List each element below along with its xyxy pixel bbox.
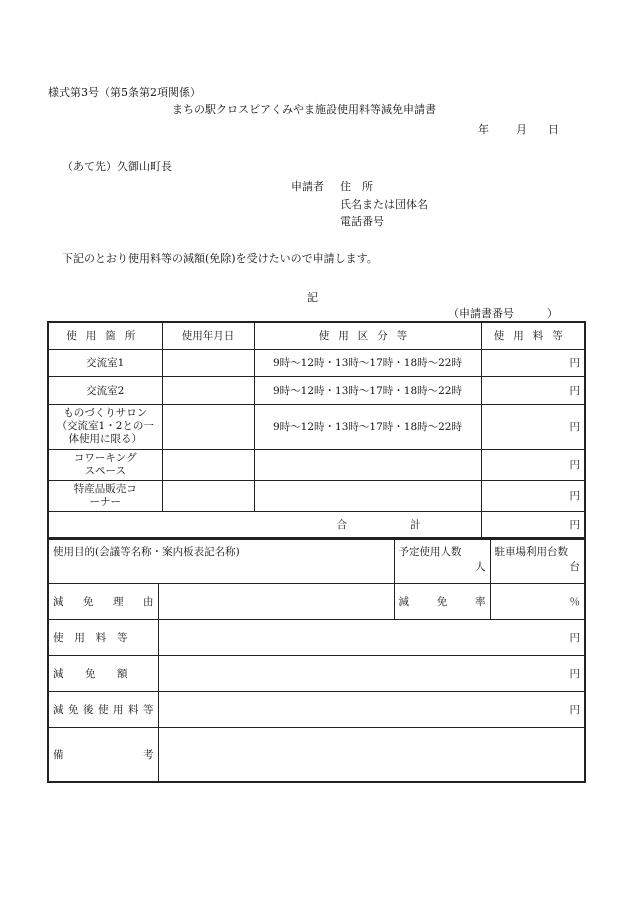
- fee-input-cell[interactable]: 円: [158, 619, 585, 655]
- fee-cell[interactable]: 円: [481, 404, 585, 449]
- header-fee: 使用料等: [481, 322, 585, 349]
- facility-name: 交流室2: [48, 376, 162, 404]
- header-date: 使用年月日: [162, 322, 254, 349]
- expected-people-label: 予定使用人数: [398, 546, 462, 558]
- time-slots[interactable]: 9時～12時・13時～17時・18時～22時: [254, 349, 481, 376]
- addressee: （あて先）久御山町長: [62, 160, 172, 173]
- parking-cell[interactable]: [490, 539, 585, 583]
- time-slots[interactable]: [254, 449, 481, 480]
- rate-input-cell[interactable]: ％: [490, 583, 585, 619]
- facility-name: ものづくりサロン（交流室1・2との一体使用に限る）: [48, 404, 162, 449]
- fee-cell[interactable]: 円: [481, 349, 585, 376]
- parking-label: 駐車場利用台数: [494, 546, 569, 558]
- table-row: [48, 349, 585, 376]
- form-number: 様式第3号（第5条第2項関係）: [48, 86, 201, 99]
- expected-people-cell[interactable]: [394, 539, 490, 583]
- table-row: [48, 449, 585, 480]
- reduction-table: [47, 538, 586, 783]
- applicant-name: 氏名または団体名: [340, 198, 428, 211]
- total-row: [48, 511, 585, 538]
- header-facility: 使用箇所: [48, 322, 162, 349]
- fee-label: 使用料等: [48, 619, 158, 655]
- rate-label: 減免率: [394, 583, 490, 619]
- intro-text: 下記のとおり使用料等の減額(免除)を受けたいので申請します。: [62, 252, 378, 265]
- application-number: （申請書番号 ）: [448, 307, 558, 320]
- after-label: 減免後使用料等: [48, 691, 158, 727]
- header-time-slot: 使用区分等: [254, 322, 481, 349]
- applicant-label: 申請者: [291, 180, 324, 193]
- usage-header-row: [48, 322, 585, 349]
- parking-unit: 台: [569, 561, 581, 573]
- time-slots[interactable]: [254, 480, 481, 511]
- applicant-phone: 電話番号: [340, 215, 384, 228]
- table-row: [48, 480, 585, 511]
- time-slots[interactable]: 9時～12時・13時～17時・18時～22時: [254, 404, 481, 449]
- facility-name: 特産品販売コーナー: [48, 480, 162, 511]
- reason-row: [48, 583, 585, 619]
- expected-people-unit: 人: [475, 561, 486, 573]
- usage-date-cell[interactable]: [162, 404, 254, 449]
- total-fee-cell[interactable]: 円: [481, 511, 585, 538]
- form-title: まちの駅クロスピアくみやま施設使用料等減免申請書: [172, 103, 436, 116]
- fee-row: [48, 619, 585, 655]
- remarks-input-cell[interactable]: [158, 727, 585, 782]
- time-slots[interactable]: 9時～12時・13時～17時・18時～22時: [254, 376, 481, 404]
- usage-date-cell[interactable]: [162, 480, 254, 511]
- usage-date-cell[interactable]: [162, 376, 254, 404]
- fee-cell[interactable]: 円: [481, 376, 585, 404]
- date-day: 日: [548, 123, 559, 136]
- table-row: [48, 404, 585, 449]
- usage-date-cell[interactable]: [162, 449, 254, 480]
- total-label: 合 計: [48, 511, 481, 538]
- remarks-row: [48, 727, 585, 782]
- date-month: 月: [516, 123, 527, 136]
- purpose-label[interactable]: 使用目的(会議等名称・案内板表記名称): [48, 539, 394, 583]
- reason-label: 減免理由: [48, 583, 158, 619]
- usage-date-cell[interactable]: [162, 349, 254, 376]
- after-input-cell[interactable]: 円: [158, 691, 585, 727]
- fee-cell[interactable]: 円: [481, 480, 585, 511]
- amount-label: 減免額: [48, 655, 158, 691]
- purpose-row: [48, 539, 585, 583]
- reason-input-cell[interactable]: [158, 583, 394, 619]
- fee-cell[interactable]: 円: [481, 449, 585, 480]
- facility-name: コワーキングスペース: [48, 449, 162, 480]
- amount-input-cell[interactable]: 円: [158, 655, 585, 691]
- amount-row: [48, 655, 585, 691]
- after-row: [48, 691, 585, 727]
- date-year: 年: [478, 123, 489, 136]
- table-row: [48, 376, 585, 404]
- facility-name: 交流室1: [48, 349, 162, 376]
- ki-mark: 記: [307, 291, 318, 304]
- usage-table: [47, 321, 586, 539]
- applicant-address: 住 所: [340, 180, 373, 193]
- remarks-label: 備考: [48, 727, 158, 782]
